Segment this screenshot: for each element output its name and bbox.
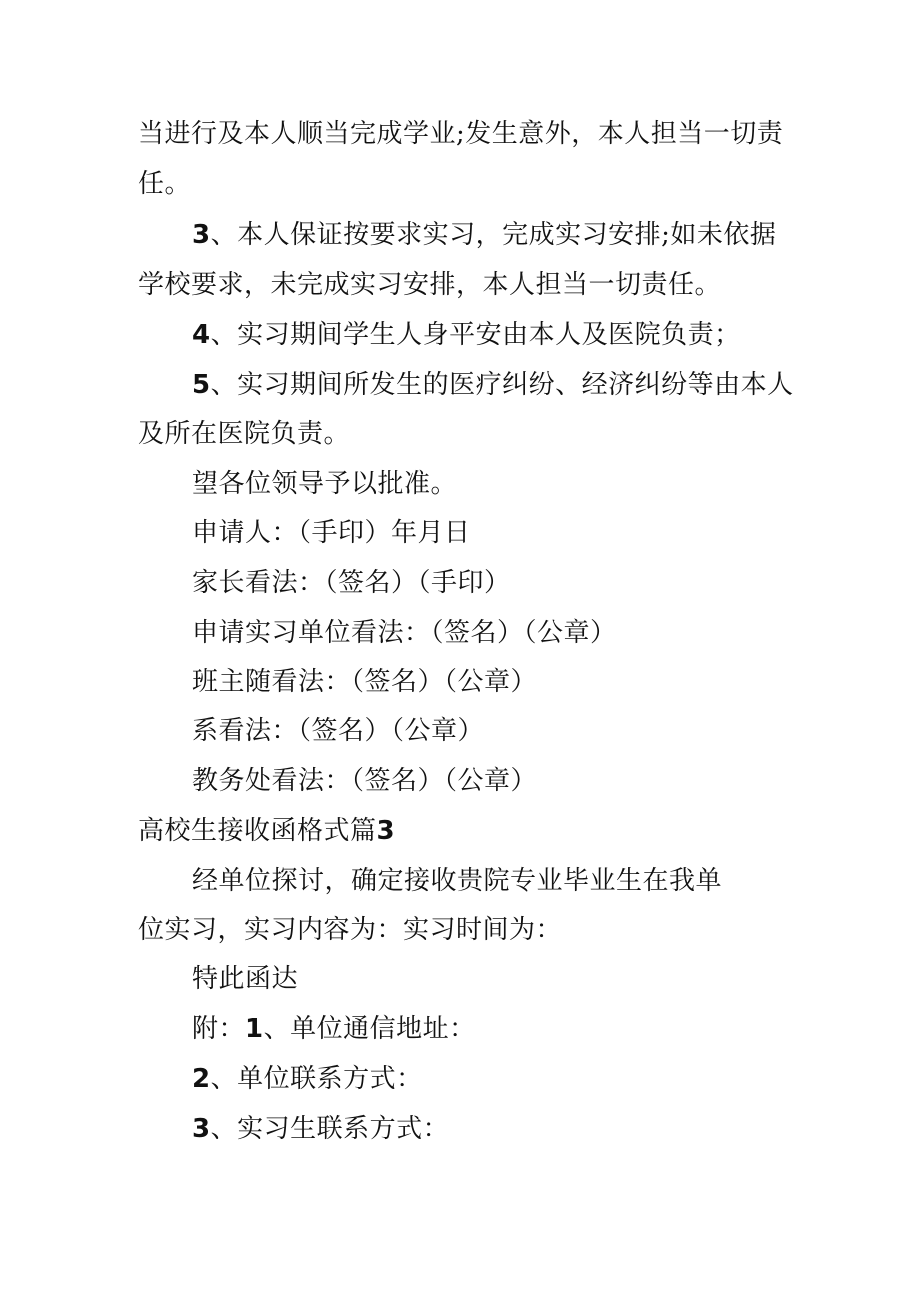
- parent-opinion-line: [192, 568, 511, 598]
- letter-body-line: [138, 915, 562, 945]
- list-item-5-continued: [138, 419, 350, 449]
- section-title-text: 高校生接收函格式篇: [138, 816, 377, 846]
- department-text: 系看法：（签名）（公章）: [192, 716, 485, 746]
- academic-office-opinion-line: [192, 766, 537, 796]
- item-text: 学校要求，未完成实习安排，本人担当一切责任。: [138, 270, 722, 300]
- item-text: 、实习期间学生人身平安由本人及医院负责；: [210, 320, 741, 350]
- applicant-text: 申请人：（手印）年月日: [192, 518, 471, 548]
- approval-text: 望各位领导予以批准。: [192, 469, 458, 499]
- list-item-4: [192, 320, 741, 350]
- approval-request: [192, 469, 457, 499]
- closing-text: 特此函达: [192, 964, 299, 994]
- list-item-3-continued: [138, 270, 721, 300]
- letter-body-text: 经单位探讨，确定接收贵院专业毕业生在我单: [192, 866, 723, 896]
- attachment-prefix: 附：: [192, 1014, 246, 1044]
- parent-text: 家长看法：（签名）（手印）: [192, 568, 511, 598]
- attachment-item-3: [192, 1114, 449, 1144]
- letter-body-text: 位实习，实习内容为：实习时间为：: [138, 915, 563, 945]
- item-text: 、本人保证按要求实习，完成实习安排;如未依据: [210, 220, 777, 250]
- section-title: [138, 816, 395, 846]
- item-number: 1: [245, 1014, 264, 1044]
- paragraph-text: 任。: [138, 169, 192, 199]
- item-text: 、实习期间所发生的医疗纠纷、经济纠纷等由本人: [210, 370, 794, 400]
- item-number: 5: [192, 370, 211, 400]
- list-item-5: [192, 370, 794, 400]
- unit-opinion-line: [192, 618, 617, 648]
- item-text: 及所在医院负责。: [138, 419, 351, 449]
- attachment-item-2: [192, 1064, 423, 1094]
- class-teacher-text: 班主随看法：（签名）（公章）: [192, 667, 538, 697]
- item-number: 3: [192, 220, 211, 250]
- academic-office-text: 教务处看法：（签名）（公章）: [192, 766, 538, 796]
- class-teacher-opinion-line: [192, 667, 537, 697]
- paragraph-line: [138, 169, 191, 199]
- department-opinion-line: [192, 716, 484, 746]
- unit-text: 申请实习单位看法：（签名）（公章）: [192, 618, 617, 648]
- applicant-signature-line: [192, 518, 471, 548]
- letter-body-line: [192, 866, 722, 896]
- section-title-number: 3: [376, 816, 396, 846]
- list-item-3: [192, 220, 776, 250]
- item-text: 、实习生联系方式：: [210, 1114, 450, 1144]
- item-text: 、单位联系方式：: [210, 1064, 423, 1094]
- item-number: 4: [192, 320, 211, 350]
- paragraph-text: 当进行及本人顺当完成学业;发生意外，本人担当一切责: [138, 119, 784, 149]
- paragraph-line: [138, 119, 783, 149]
- letter-closing: [192, 964, 298, 994]
- item-text: 、单位通信地址：: [263, 1014, 476, 1044]
- item-number: 3: [192, 1114, 211, 1144]
- item-number: 2: [192, 1064, 211, 1094]
- attachment-item-1: [192, 1014, 476, 1044]
